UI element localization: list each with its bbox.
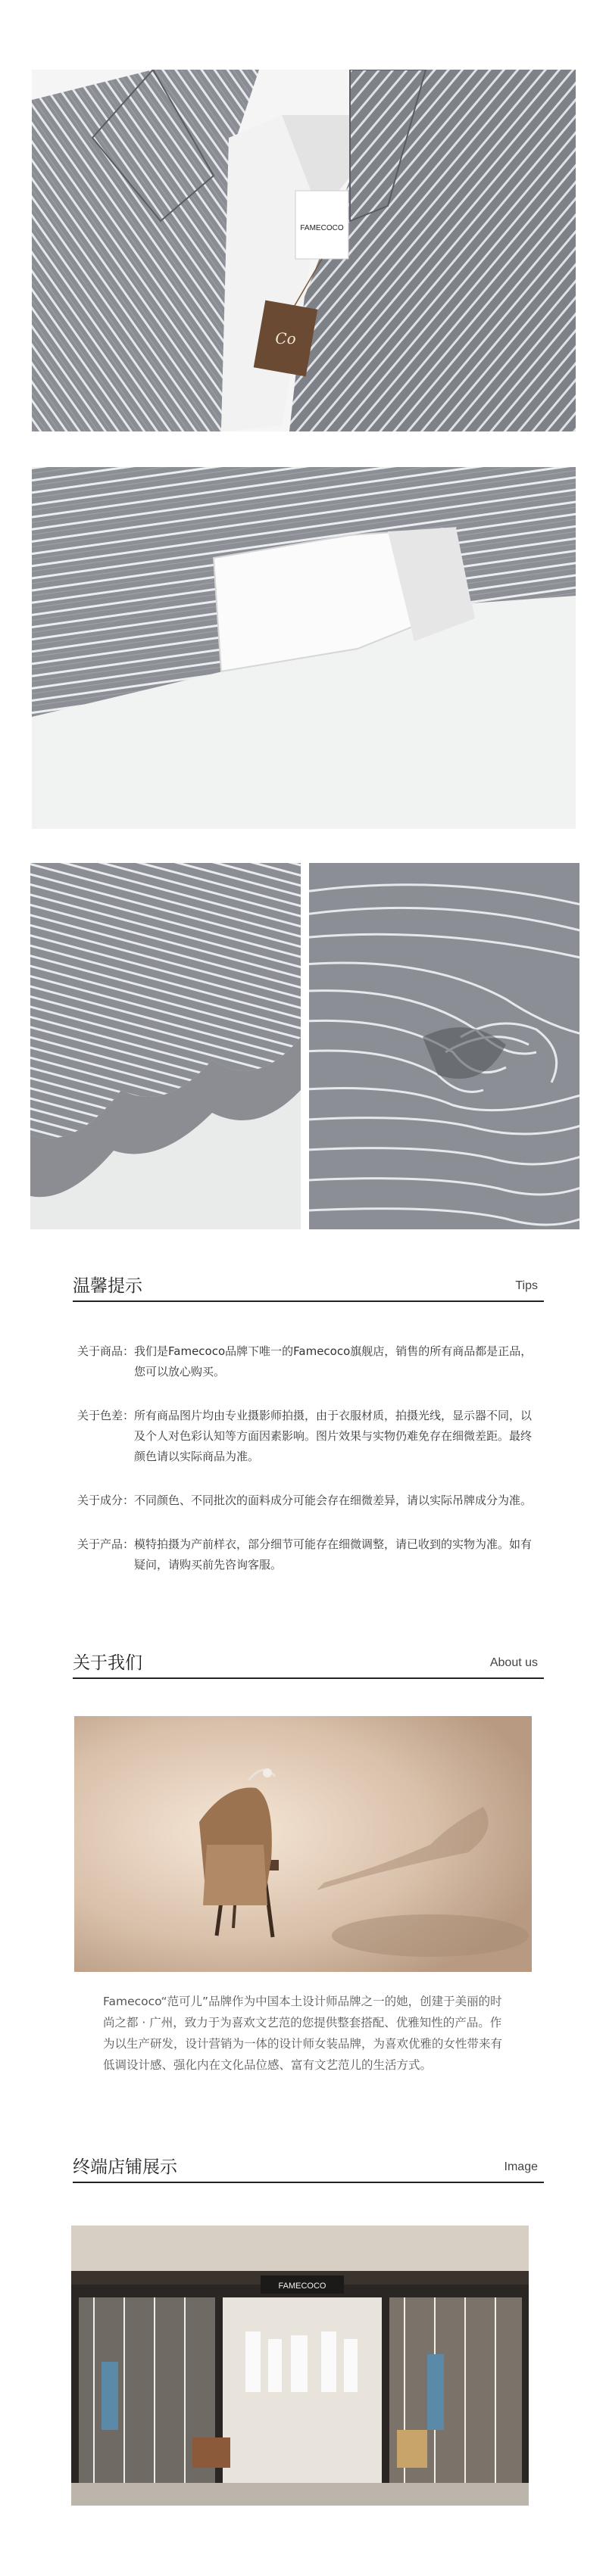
about-section-header (73, 1649, 544, 1674)
tips-section-header (73, 1272, 544, 1297)
tips-divider (73, 1300, 544, 1302)
tip-label: 关于色差： (77, 1409, 135, 1422)
tip-item-color (77, 1406, 535, 1467)
tip-item-material (77, 1490, 535, 1511)
store-title: 终端店铺展示 (73, 2157, 177, 2177)
tip-text: 模特拍摄为产前样衣，部分细节可能存在细微调整，请已收到的实物为准。如有疑问，请购买前先咨询客服。 (134, 1537, 533, 1571)
product-photo-sleeve-cuff (32, 467, 576, 829)
about-description: Famecoco“范可儿”品牌作为中国本土设计师品牌之一的她，创建于美丽的时尚之都 · 广州，致力于为喜欢文艺范的您提供整套搭配、优雅知性的产品。作为以生产研发，设计营销为一体的设计师女装品牌，为喜欢优雅的女性带来有低调设计感、强化内在文化品位感、富有文艺范儿的生活方式。 (103, 1995, 503, 2072)
tip-text: 所有商品图片均由专业摄影师拍摄，由于衣服材质，拍摄光线，显示器不同，以及个人对色彩认知等方面因素影响。图片效果与实物仍难免存在细微差距。最终颜色请以实际商品为准。 (134, 1409, 533, 1463)
tip-label: 关于商品： (77, 1344, 135, 1358)
about-brand-photo (74, 1716, 532, 1972)
tip-text: 不同颜色、不同批次的面料成分可能会存在细微差异，请以实际吊牌成分为准。 (134, 1494, 533, 1507)
tip-label: 关于产品： (77, 1537, 135, 1551)
product-photo-hem (30, 863, 301, 1229)
about-title: 关于我们 (73, 1653, 142, 1673)
product-photo-fabric-swirl (309, 863, 579, 1229)
product-photo-collar (32, 70, 576, 431)
about-subtitle: About us (489, 1656, 538, 1669)
tip-text: 我们是Famecoco品牌下唯一的Famecoco旗舰店，销售的所有商品都是正品，您可以放心购买。 (134, 1344, 533, 1378)
store-section-header (73, 2153, 544, 2179)
tip-item-sample (77, 1534, 535, 1575)
tips-list (77, 1341, 535, 1599)
store-subtitle: Image (504, 2160, 538, 2173)
tips-title: 温馨提示 (73, 1276, 142, 1296)
tip-item-product (77, 1341, 535, 1382)
about-divider (73, 1677, 544, 1679)
store-divider (73, 2182, 544, 2183)
hangtag-script-text: Co (275, 329, 296, 347)
tip-label: 关于成分： (77, 1494, 135, 1507)
tips-subtitle: Tips (515, 1279, 538, 1292)
store-sign-text: FAMECOCO (278, 2282, 326, 2291)
hangtag-brand-text: FAMECOCO (300, 224, 344, 232)
store-front-photo (71, 2226, 529, 2506)
